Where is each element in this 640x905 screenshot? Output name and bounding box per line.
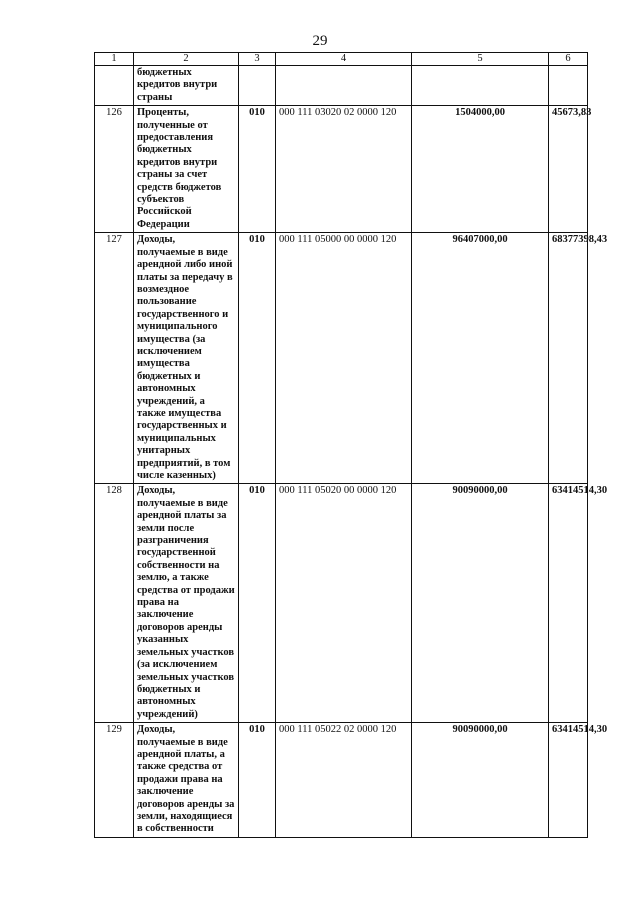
row-name-line: кредитов внутри (137, 79, 218, 91)
row-name-line: страны (137, 91, 173, 103)
row-name-line: Проценты, (137, 107, 189, 119)
row-name-line: получаемые в виде (137, 497, 228, 509)
row-name-line: бюджетных и (137, 370, 201, 382)
row-name-line: государственных и (137, 420, 227, 432)
budget-table (94, 52, 608, 838)
row-number: 126 (95, 106, 134, 233)
column-header: 2 (134, 53, 239, 66)
row-name-line: возмездное (137, 283, 190, 295)
row-budget-code: 000 111 03020 02 0000 120 (276, 106, 412, 233)
row-name-line: заключение (137, 609, 194, 621)
row-name-line: государственного и (137, 308, 229, 320)
row-name-line: указанных (137, 634, 189, 646)
row-name-line: бюджетных (137, 67, 192, 78)
row-number: 128 (95, 484, 134, 723)
row-name-line: права на (137, 597, 179, 609)
column-header: 6 (549, 53, 588, 66)
row-name-line: Российской (137, 206, 192, 218)
row-name-line: страны за счет (137, 169, 208, 181)
row-name-line: платы за передачу в (137, 271, 233, 283)
row-name-line: средства от продажи (137, 584, 235, 596)
row-budget-code (276, 66, 412, 106)
table-row (95, 66, 588, 106)
row-name (134, 66, 239, 106)
row-name (134, 233, 239, 484)
row-name-line: в собственности (137, 823, 214, 835)
row-name-line: Доходы, (137, 724, 176, 736)
row-name-line: земельных участков (137, 671, 235, 683)
row-number: 129 (95, 723, 134, 838)
row-name-line: пользование (137, 296, 197, 308)
row-name-line: унитарных (137, 445, 191, 457)
row-name-line: муниципальных (137, 432, 216, 444)
row-name-line: бюджетных и (137, 683, 201, 695)
row-name-line: землю, а также (137, 572, 209, 584)
row-fact-amount (549, 66, 588, 106)
row-name-line: получаемые в виде (137, 246, 228, 258)
row-name-line: кредитов внутри (137, 156, 218, 168)
column-header: 3 (239, 53, 276, 66)
row-name-line: учреждений) (137, 708, 198, 720)
row-name-line: числе казенных) (137, 470, 216, 481)
row-name-line: имущества (за (137, 333, 206, 345)
row-name-line: бюджетных (137, 144, 192, 156)
row-admin-code: 010 (239, 233, 276, 484)
row-name (134, 484, 239, 723)
page-number: 29 (312, 33, 328, 49)
row-admin-code: 010 (239, 106, 276, 233)
row-name-line: продажи права на (137, 773, 223, 785)
row-name-line: автономных (137, 383, 196, 395)
row-name-line: Федерации (137, 218, 190, 230)
column-header: 1 (95, 53, 134, 66)
row-name-line: получаемые в виде (137, 736, 228, 748)
row-admin-code (239, 66, 276, 106)
table-body (95, 66, 608, 838)
row-plan-amount (412, 66, 549, 106)
column-header: 5 (412, 53, 549, 66)
row-name-line: средств бюджетов (137, 181, 222, 193)
row-name-line: полученные от (137, 119, 208, 131)
row-name-line: арендной платы, а (137, 748, 225, 760)
row-plan-amount: 90090000,00 (412, 484, 549, 723)
row-name-line: Доходы, (137, 485, 176, 497)
row-number (95, 66, 134, 106)
row-name-line: разграничения (137, 535, 209, 547)
row-name (134, 723, 239, 838)
table-row (95, 723, 588, 838)
row-name-line: муниципального (137, 321, 218, 333)
row-name-line: субъектов (137, 194, 185, 206)
row-plan-amount: 96407000,00 (412, 233, 549, 484)
row-admin-code: 010 (239, 723, 276, 838)
row-plan-amount: 1504000,00 (412, 106, 549, 233)
row-admin-code: 010 (239, 484, 276, 723)
row-name-line: также имущества (137, 407, 222, 419)
row-number: 127 (95, 233, 134, 484)
row-budget-code: 000 111 05000 00 0000 120 (276, 233, 412, 484)
row-fact-amount: 45673,83 (549, 106, 588, 233)
row-name (134, 106, 239, 233)
row-name-line: заключение (137, 786, 194, 798)
row-budget-code: 000 111 05020 00 0000 120 (276, 484, 412, 723)
row-name-line: также средства от (137, 761, 223, 773)
table-header-row (95, 53, 588, 66)
row-plan-amount: 90090000,00 (412, 723, 549, 838)
row-fact-amount: 68377398,43 (549, 233, 588, 484)
row-name-line: учреждений, а (137, 395, 205, 407)
table-row (95, 233, 588, 484)
row-name-line: Доходы, (137, 234, 176, 246)
row-name-line: земли, находящиеся (137, 810, 233, 822)
row-name-line: предприятий, в том (137, 457, 231, 469)
row-name-line: арендной платы за (137, 510, 227, 522)
row-name-line: предоставления (137, 132, 214, 144)
table-row (95, 484, 588, 723)
row-fact-amount: 63414514,30 (549, 723, 588, 838)
row-name-line: имущества (137, 358, 190, 370)
row-name-line: собственности на (137, 559, 220, 571)
row-name-line: государственной (137, 547, 216, 559)
row-name-line: договоров аренды за (137, 798, 235, 810)
column-header: 4 (276, 53, 412, 66)
row-name-line: арендной либо иной (137, 259, 233, 271)
row-name-line: автономных (137, 696, 196, 708)
row-name-line: (за исключением (137, 659, 218, 671)
row-name-line: земельных участков (137, 646, 235, 658)
row-name-line: исключением (137, 345, 202, 357)
row-budget-code: 000 111 05022 02 0000 120 (276, 723, 412, 838)
row-name-line: договоров аренды (137, 621, 223, 633)
table-row (95, 106, 588, 233)
row-name-line: земли после (137, 522, 195, 534)
row-fact-amount: 63414514,30 (549, 484, 588, 723)
